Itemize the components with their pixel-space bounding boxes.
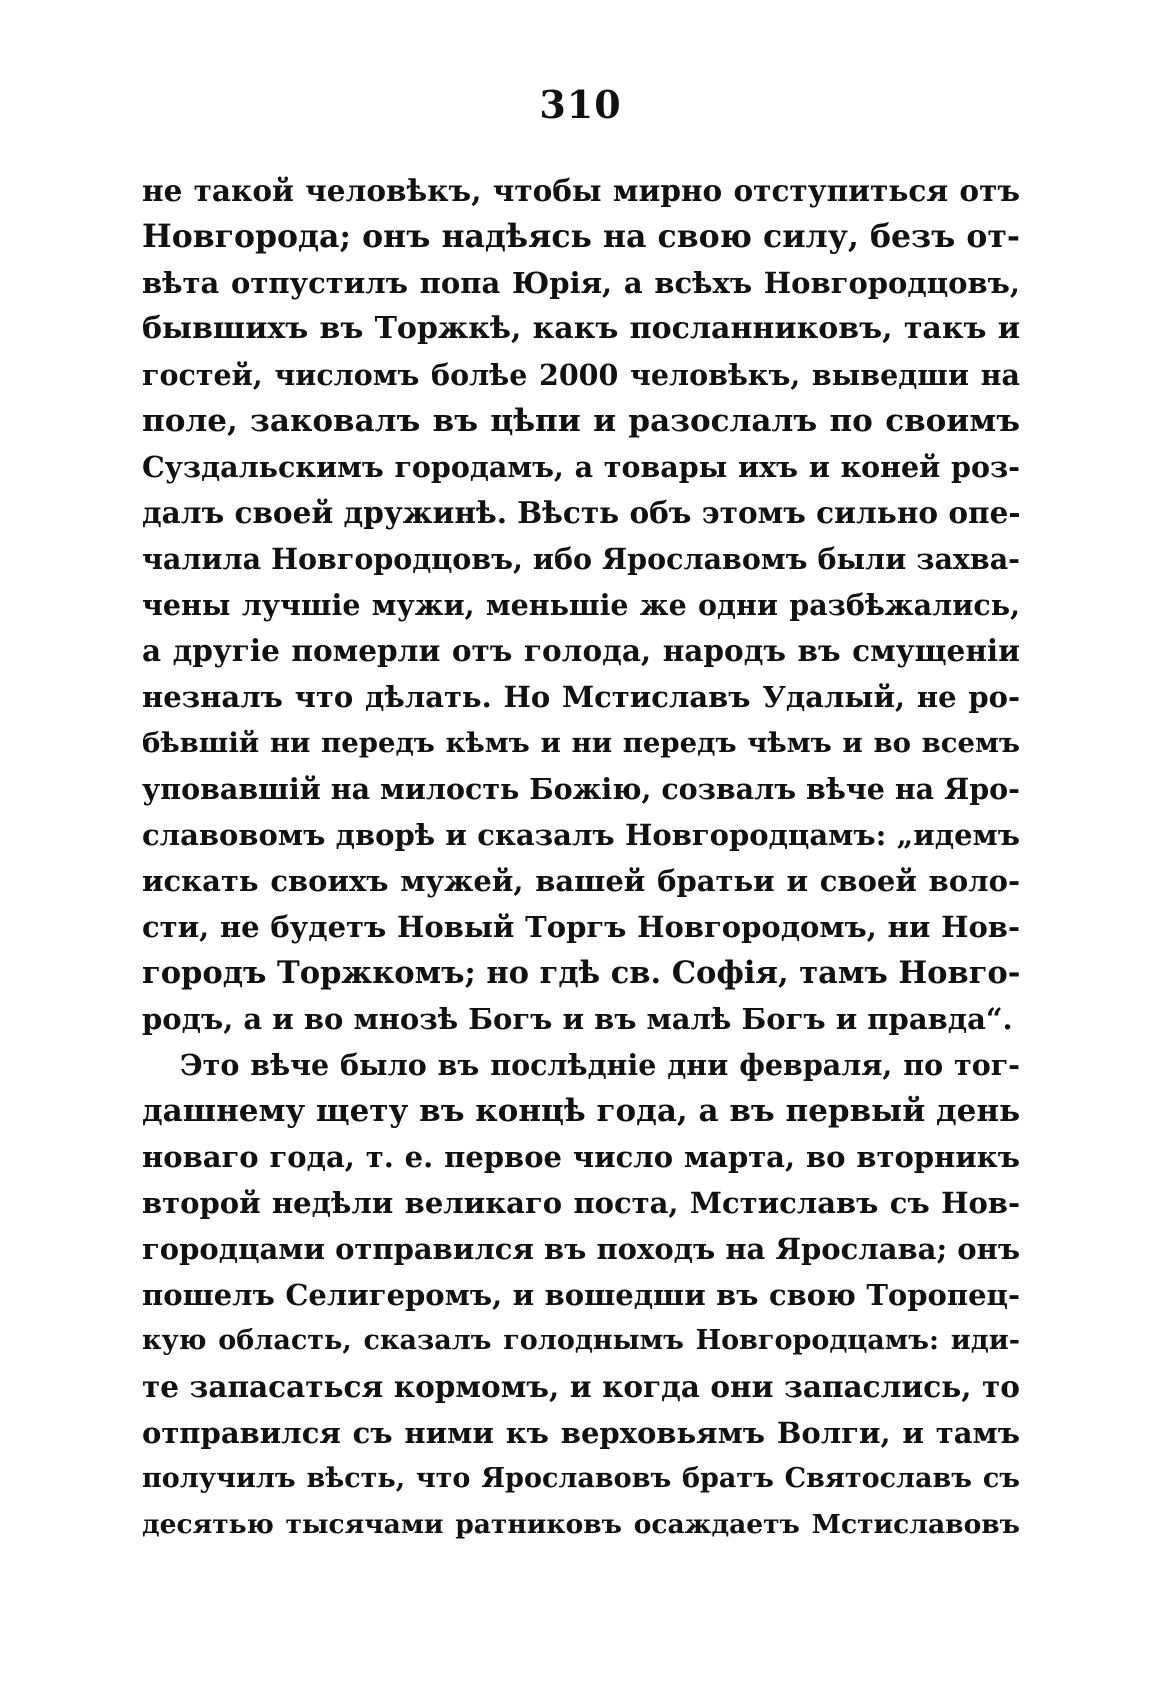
text-line: бѣвшій ни передъ кѣмъ и ни передъ чѣмъ и во всемъ [142,727,1020,759]
text-line: городцами отправился въ походъ на Ярослава; онъ [142,1232,1021,1266]
text-line: уповавшій на милость Божію, созвалъ вѣче на Яро- [142,772,1020,806]
text-line: дашнему щету въ концѣ года, а въ первый день [142,1093,1021,1129]
text-line: незналъ что дѣлать. Но Мстиславъ Удалый, не ро- [142,680,1020,714]
text-line: искать своихъ мужей, вашей братьи и своей воло- [142,864,1020,898]
text-line: не такой человѣкъ, чтобы мирно отступиться отъ [142,173,1020,208]
text-line: Это вѣче было въ послѣдніе дни февраля, по тог- [180,1048,1020,1082]
text-line: вѣта отпустилъ попа Юрія, а всѣхъ Новгородцовъ, [142,266,1020,300]
text-line: чалила Новгородцовъ, ибо Ярославомъ были захва- [142,542,1020,576]
text-line: кую область, сказалъ голоднымъ Новгородцамъ: иди- [142,1325,1020,1356]
page-number: 310 [539,82,622,127]
text-line: родъ, а и во мнозѣ Богъ и въ малѣ Богъ и правда“. [142,1002,1013,1036]
text-line: десятью тысячами ратниковъ осаждаетъ Мстиславовъ [142,1509,1020,1540]
text-line: поле, заковалъ въ цѣпи и разослалъ по своимъ [142,403,1020,439]
text-line: пошелъ Селигеромъ, и вошедши въ свою Торопец- [142,1278,1020,1312]
text-line: городъ Торжкомъ; но гдѣ св. Софія, тамъ Новго- [142,955,1021,991]
text-line: далъ своей дружинѣ. Вѣсть объ этомъ сильно опе- [142,495,1021,530]
text-line: новаго года, т. е. первое число марта, во вторникъ [142,1140,1020,1174]
text-line: гостей, числомъ болѣе 2000 человѣкъ, выведши на [142,358,1020,392]
text-line: сти, не будетъ Новый Торгъ Новгородомъ, ни Нов- [142,910,1020,944]
text-line: Новгорода; онъ надѣясь на свою силу, безъ от- [142,218,1020,255]
text-line: те запасаться кормомъ, и когда они запаслись, то [142,1369,1020,1404]
text-line: получилъ вѣсть, что Ярославовъ братъ Святославъ съ [142,1463,1020,1494]
text-line: отправился съ ними къ верховьямъ Волги, и тамъ [142,1416,1020,1450]
text-line: а другіе померли отъ голода, народъ въ смущеніи [142,633,1020,668]
text-line: бывшихъ въ Торжкѣ, какъ посланниковъ, такъ и [142,311,1020,346]
body-text [142,168,1020,1548]
text-line: Суздальскимъ городамъ, а товары ихъ и коней роз- [142,450,1020,484]
text-line: второй недѣли великаго поста, Мстиславъ съ Нов- [142,1186,1020,1220]
text-line: славовомъ дворѣ и сказалъ Новгородцамъ: „идемъ [142,818,1020,852]
text-line: чены лучшіе мужи, меньшіе же одни разбѣжались, [142,588,1020,622]
